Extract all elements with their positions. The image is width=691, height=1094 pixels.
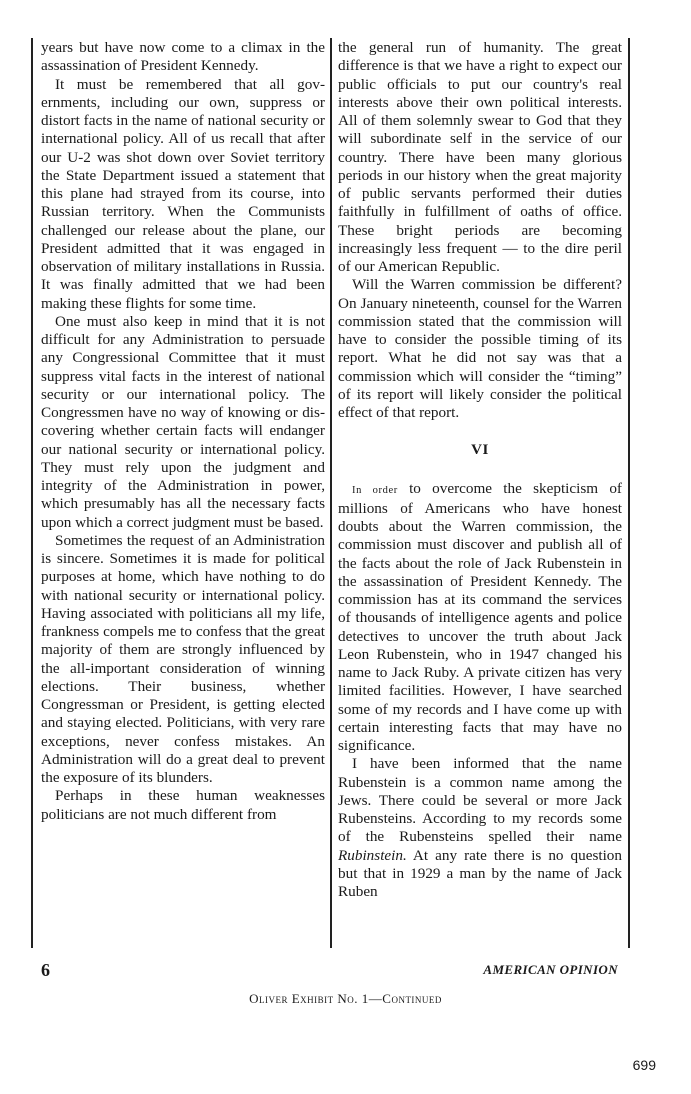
italic-name: Rubinstein.: [338, 846, 407, 864]
paragraph: Sometimes the request of an Administration is sincere. Sometimes it is made for political purposes at home, which have nothing to do with national security or international policy. Having associated with politicians all my life, frankness compels me to confess that the great majority of them are strongly influenced by the all-important consideration of winning elections. Their business, whether Congressman or President, is getting elected and staying elected. Politicians, with very rare exceptions, never confess mistakes. An Administration will do a great deal to prevent the exposure of its blunders.: [41, 531, 325, 786]
right-margin-rule: [628, 38, 630, 948]
left-column: [41, 39, 325, 824]
section-heading: VI: [471, 442, 489, 459]
paragraph: years but have now come to a climax in the assassination of President Kennedy.: [41, 39, 325, 75]
left-margin-rule: [31, 38, 33, 948]
paragraph-text: At any rate there is no question but that in 1929 a man by the name of Jack Ruben: [338, 846, 622, 900]
folio-number: 6: [41, 960, 50, 980]
paragraph: It must be remembered that all governments, including our own, suppress or distort facts in the name of national security or international policy. All of us recall that after our U-2 was shot down over Soviet territory the State Department issued a statement that this plane had strayed from its course, into Russian territory. When the Communists challenged our release about the plane, our President admitted that it was engaged in observation of military installations in Russia. It was finally admitted that we had been making these flights for some time.: [41, 75, 325, 312]
lead-in-smallcaps: In order: [352, 484, 398, 496]
page-number: 699: [632, 1057, 656, 1073]
exhibit-caption-text: Oliver Exhibit No. 1—Continued: [249, 991, 442, 1006]
journal-title: AMERICAN OPINION: [483, 962, 618, 977]
center-column-rule: [330, 38, 332, 948]
right-column: [338, 39, 622, 901]
paragraph: Will the Warren commission be different? On January nineteenth, counsel for the Warren commission stated that the commission will have to consider the possible timing of its report. What he did not say was that a commission which will consider the “timing” of its report will likely consider the political effect of that report.: [338, 276, 622, 421]
paragraph-text: I have been informed that the name Rubenstein is a common name among the Jews. There could be several or more Jack Rubensteins. According to my records some of the Rubensteins spelled their name: [338, 755, 622, 846]
paragraph: [338, 755, 622, 901]
paragraph-text: to overcome the skepticism of millions of Americans who have honest doubts about the Warren commission, the commission must discover and publish all of the facts about the role of Jack Rubenstein in the assassination of President Kennedy. The commission has at its command the services of thousands of intelligence agents and police detectives to uncover the truth about Jack Leon Rubenstein, who in 1947 changed his name to Jack Ruby. A private citizen has very limited facilities. However, I have searched some of my records and I have come up with certain interesting facts that may have no significance.: [338, 479, 622, 754]
paragraph: the general run of humanity. The great difference is that we have a right to expect our public officials to put our country's real interests above their own political interests. All of them solemnly swear to God that they will subordinate self in the service of our country. There have been many glorious periods in our history when the great majority of public servants performed their duties faithfully in fulfillment of oaths of office. These bright periods are becoming increasingly less frequent — to the dire peril of our American Republic.: [338, 39, 622, 275]
paragraph: One must also keep in mind that it is not difficult for any Administration to persuade any Congressional Committee that it must suppress vital facts in the interest of national security or our international policy. The Congressmen have no way of knowing or discovering whether certain facts will endanger our national security or international policy. They must rely upon the judgment and integrity of the Administration in power, which presumably has all the necessary facts upon which a correct judgment must be based.: [41, 312, 325, 531]
paragraph: Perhaps in these human weaknesses politicians are not much different from: [41, 787, 325, 823]
exhibit-caption: [0, 991, 691, 1007]
paragraph: [338, 480, 622, 756]
